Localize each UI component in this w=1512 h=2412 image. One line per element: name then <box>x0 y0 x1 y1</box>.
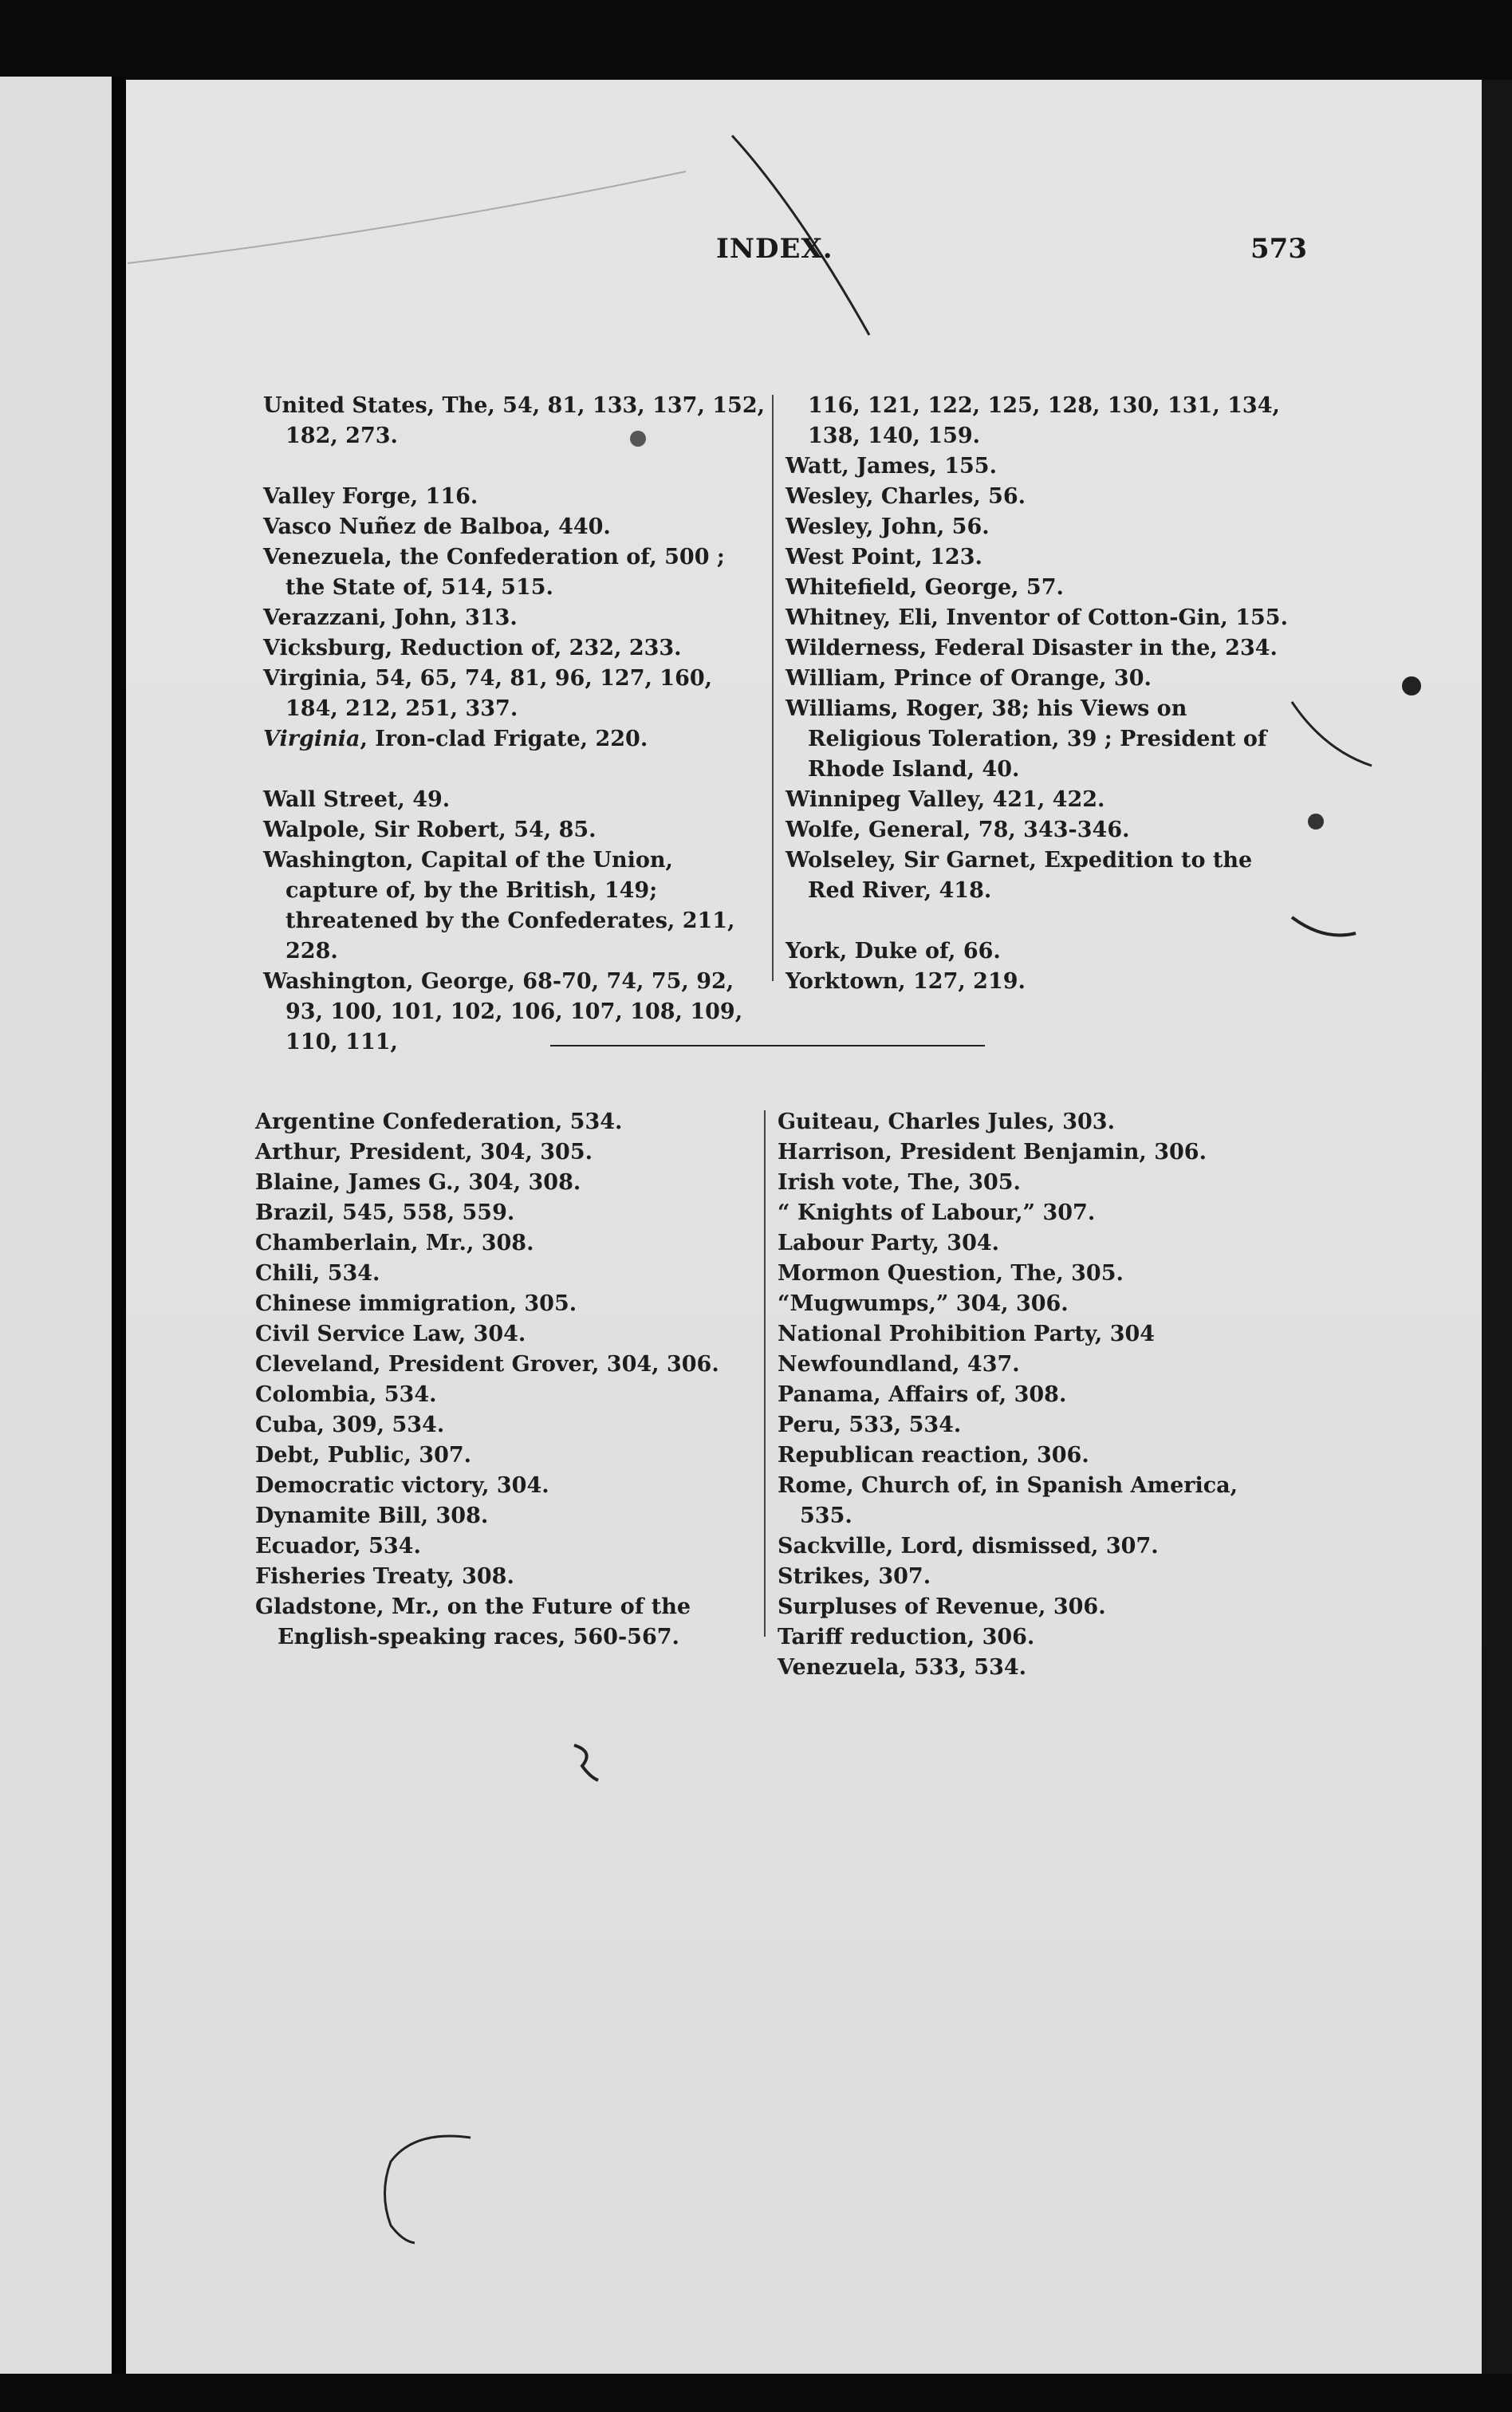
index-entry: Peru, 533, 534. <box>778 1413 962 1437</box>
index-entry <box>263 512 766 542</box>
index-entry-text: Wall Street, 49. <box>263 787 451 812</box>
index-entry-text: United States, The, 54, 81, 133, 137, 152, 182, 273. <box>263 393 766 448</box>
index-entry: National Prohibition Party, 304 <box>778 1322 1156 1346</box>
index-entry <box>786 694 1288 785</box>
index-entry: Fisheries Treaty, 308. <box>255 1564 514 1589</box>
index-entry <box>263 603 766 633</box>
index-entry-text: Watt, James, 155. <box>786 454 997 479</box>
index-entry-text: Verazzani, John, 313. <box>263 605 518 630</box>
index-entry-text: Winnipeg Valley, 421, 422. <box>786 787 1105 812</box>
index-entry: Surpluses of Revenue, 306. <box>778 1594 1106 1619</box>
index-entry: Chinese immigration, 305. <box>255 1291 577 1316</box>
index-entry-text: William, Prince of Orange, 30. <box>786 666 1152 691</box>
index-entry <box>263 815 766 845</box>
index-entry: Argentine Confederation, 534. <box>255 1109 623 1134</box>
index-entry <box>263 391 766 451</box>
index-entry: Arthur, President, 304, 305. <box>255 1140 593 1165</box>
index-entry-text: Walpole, Sir Robert, 54, 85. <box>263 818 597 842</box>
index-entry-text: Wesley, Charles, 56. <box>786 484 1026 509</box>
index-entry <box>786 451 1288 482</box>
index-entry: Chili, 534. <box>255 1261 380 1286</box>
index-entry: Colombia, 534. <box>255 1382 437 1407</box>
index-entry: Strikes, 307. <box>778 1564 931 1589</box>
index-entry-text: 116, 121, 122, 125, 128, 130, 131, 134, 138, 140, 159. <box>808 393 1280 448</box>
index-entry <box>263 482 766 512</box>
index-entry <box>786 633 1288 664</box>
index-entry-italic: Virginia <box>263 727 360 751</box>
index-entry-text: Valley Forge, 116. <box>263 484 478 509</box>
index-entry-text: Whitefield, George, 57. <box>786 575 1064 600</box>
index-entry <box>263 542 766 603</box>
index-column-bottom-right <box>778 1107 1288 1683</box>
index-entry <box>786 482 1288 512</box>
index-entry-text: , Iron-clad Frigate, 220. <box>360 727 648 751</box>
index-gap <box>263 755 766 785</box>
index-entry <box>786 542 1288 573</box>
index-entry-text: Williams, Roger, 38; his Views on Religious Toleration, 39 ; President of Rhode Island, 40. <box>786 696 1267 782</box>
index-entry: Gladstone, Mr., on the Future of the English-speaking races, 560-567. <box>255 1594 691 1649</box>
index-entry <box>263 967 766 1058</box>
index-entry: Panama, Affairs of, 308. <box>778 1382 1067 1407</box>
index-gap <box>786 906 1288 936</box>
index-entry-text: Vasco Nuñez de Balboa, 440. <box>263 514 611 539</box>
index-entry: Debt, Public, 307. <box>255 1443 472 1468</box>
index-entry: Guiteau, Charles Jules, 303. <box>778 1109 1115 1134</box>
index-entry: Ecuador, 534. <box>255 1534 421 1559</box>
index-entry-text: Washington, Capital of the Union, capture of, by the British, 149; threatened by the Confederates, 211, 228. <box>263 848 735 964</box>
page-number: 573 <box>1250 233 1307 265</box>
index-entry-text: Wilderness, Federal Disaster in the, 234. <box>786 636 1278 660</box>
index-entry: Newfoundland, 437. <box>778 1352 1020 1377</box>
index-entry: Sackville, Lord, dismissed, 307. <box>778 1534 1159 1559</box>
index-entry <box>786 664 1288 694</box>
index-entry: “Mugwumps,” 304, 306. <box>778 1291 1069 1316</box>
index-entry <box>786 603 1288 633</box>
index-entry-text: York, Duke of, 66. <box>786 939 1001 964</box>
index-entry-text: Venezuela, the Confederation of, 500 ; the State of, 514, 515. <box>263 545 725 600</box>
index-entry <box>263 845 766 967</box>
index-entry <box>786 815 1288 845</box>
index-entry-text: West Point, 123. <box>786 545 982 570</box>
index-entry: Labour Party, 304. <box>778 1231 1000 1255</box>
index-entry-text: Whitney, Eli, Inventor of Cotton-Gin, 155. <box>786 605 1288 630</box>
index-entry: Republican reaction, 306. <box>778 1443 1089 1468</box>
index-entry-text: Washington, George, 68-70, 74, 75, 92, 93, 100, 101, 102, 106, 107, 108, 109, 110, 111, <box>263 969 743 1054</box>
index-entry <box>786 967 1288 997</box>
index-entry: Cleveland, President Grover, 304, 306. <box>255 1352 719 1377</box>
index-entry-text: Wolfe, General, 78, 343-346. <box>786 818 1130 842</box>
index-entry: Civil Service Law, 304. <box>255 1322 526 1346</box>
index-column-top-left <box>263 391 766 1058</box>
index-entry <box>263 785 766 815</box>
index-entry <box>786 785 1288 815</box>
column-divider-top <box>772 395 774 981</box>
index-entry: Dynamite Bill, 308. <box>255 1504 489 1528</box>
page-title: INDEX. <box>716 233 833 265</box>
index-entry: Cuba, 309, 534. <box>255 1413 445 1437</box>
index-entry-text: Vicksburg, Reduction of, 232, 233. <box>263 636 682 660</box>
column-divider-bottom <box>764 1110 766 1637</box>
index-entry: Rome, Church of, in Spanish America, 535. <box>778 1473 1238 1528</box>
index-entry: Blaine, James G., 304, 308. <box>255 1170 581 1195</box>
index-entry: Tariff reduction, 306. <box>778 1625 1035 1649</box>
index-column-top-right <box>786 391 1288 997</box>
index-entry-text: Yorktown, 127, 219. <box>786 969 1026 994</box>
index-entry: Irish vote, The, 305. <box>778 1170 1021 1195</box>
index-entry: Mormon Question, The, 305. <box>778 1261 1124 1286</box>
index-entry <box>786 391 1288 451</box>
index-gap <box>263 451 766 482</box>
index-entry <box>786 512 1288 542</box>
index-entry: Chamberlain, Mr., 308. <box>255 1231 534 1255</box>
index-entry <box>263 633 766 664</box>
index-column-bottom-left <box>255 1107 758 1653</box>
index-entry-text: Wolseley, Sir Garnet, Expedition to the Red River, 418. <box>786 848 1253 903</box>
page-header <box>126 233 1482 281</box>
index-entry: Venezuela, 533, 534. <box>778 1655 1027 1680</box>
index-entry-text: Wesley, John, 56. <box>786 514 990 539</box>
index-entry <box>263 664 766 724</box>
index-entry: Democratic victory, 304. <box>255 1473 549 1498</box>
index-entry <box>263 724 766 755</box>
index-entry: “ Knights of Labour,” 307. <box>778 1200 1096 1225</box>
index-entry <box>786 936 1288 967</box>
index-entry: Brazil, 545, 558, 559. <box>255 1200 515 1225</box>
index-entry-text: Virginia, 54, 65, 74, 81, 96, 127, 160, 184, 212, 251, 337. <box>263 666 713 721</box>
index-entry <box>786 573 1288 603</box>
index-entry <box>786 845 1288 906</box>
index-entry: Harrison, President Benjamin, 306. <box>778 1140 1207 1165</box>
